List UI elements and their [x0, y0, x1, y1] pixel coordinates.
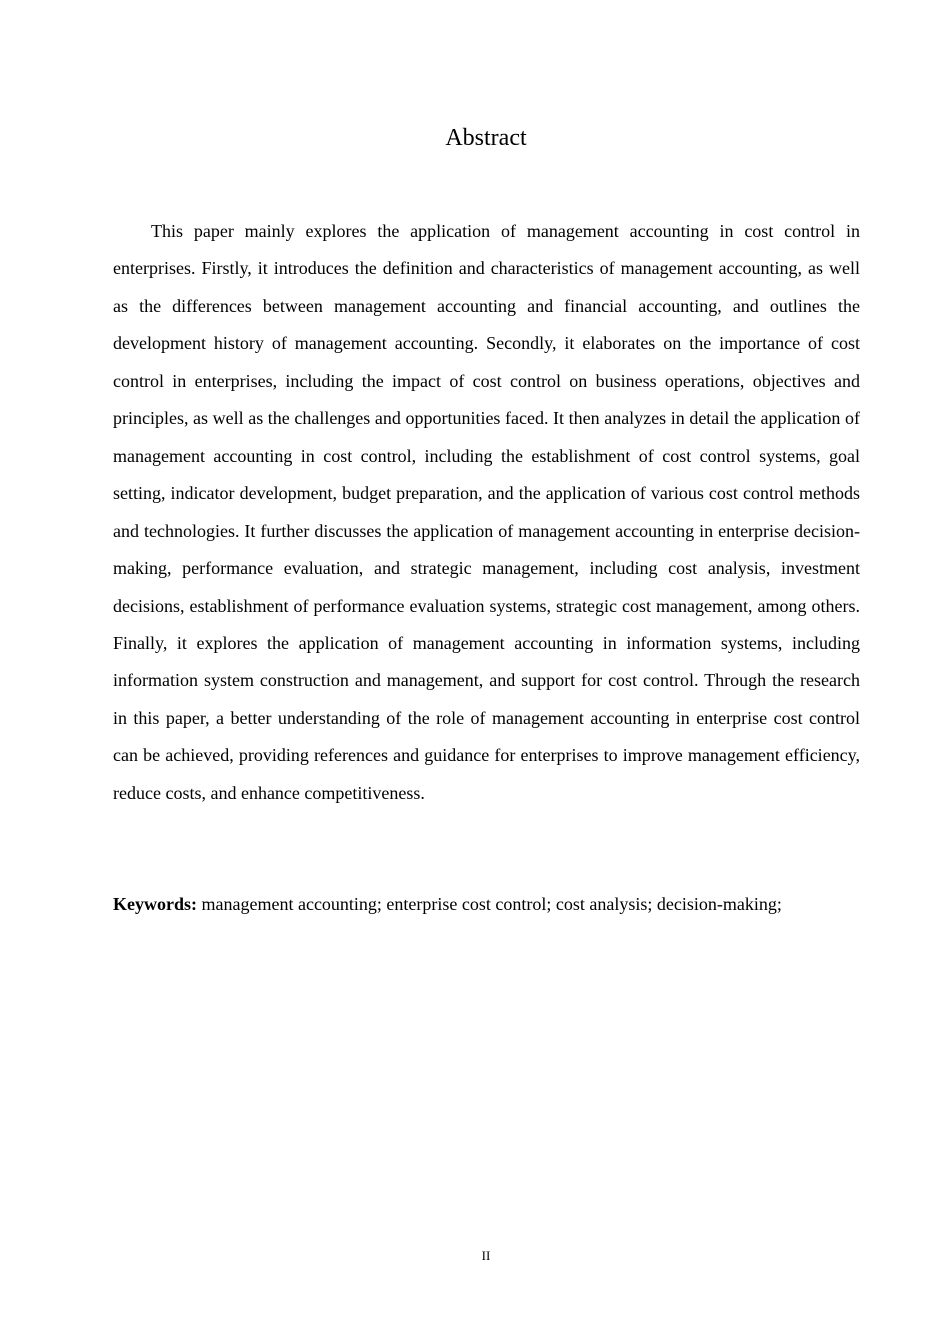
- page-number: II: [481, 1248, 491, 1263]
- keywords-text: management accounting; enterprise cost control; cost analysis; decision-making;: [201, 894, 782, 914]
- page-title: Abstract: [445, 125, 527, 151]
- keywords-line: [113, 886, 873, 923]
- keywords-label: Keywords:: [113, 894, 197, 914]
- abstract-body: This paper mainly explores the application of management accounting in cost control in enterprises. Firstly, it introduces the definition and characteristics of management accounting, as well as the differences between management accounting and financial accounting, and outlines the development history of management accounting. Secondly, it elaborates on the importance of cost control in enterprises, including the impact of cost control on business operations, objectives and principles, as well as the challenges and opportunities faced. It then analyzes in detail the application of management accounting in cost control, including the establishment of cost control systems, goal setting, indicator development, budget preparation, and the application of various cost control methods and technologies. It further discusses the application of management accounting in enterprise decision-making, performance evaluation, and strategic management, including cost analysis, investment decisions, establishment of performance evaluation systems, strategic cost management, among others. Finally, it explores the application of management accounting in information systems, including information system construction and management, and support for cost control. Through the research in this paper, a better understanding of the role of management accounting in enterprise cost control can be achieved, providing references and guidance for enterprises to improve management efficiency, reduce costs, and enhance competitiveness.: [113, 221, 860, 803]
